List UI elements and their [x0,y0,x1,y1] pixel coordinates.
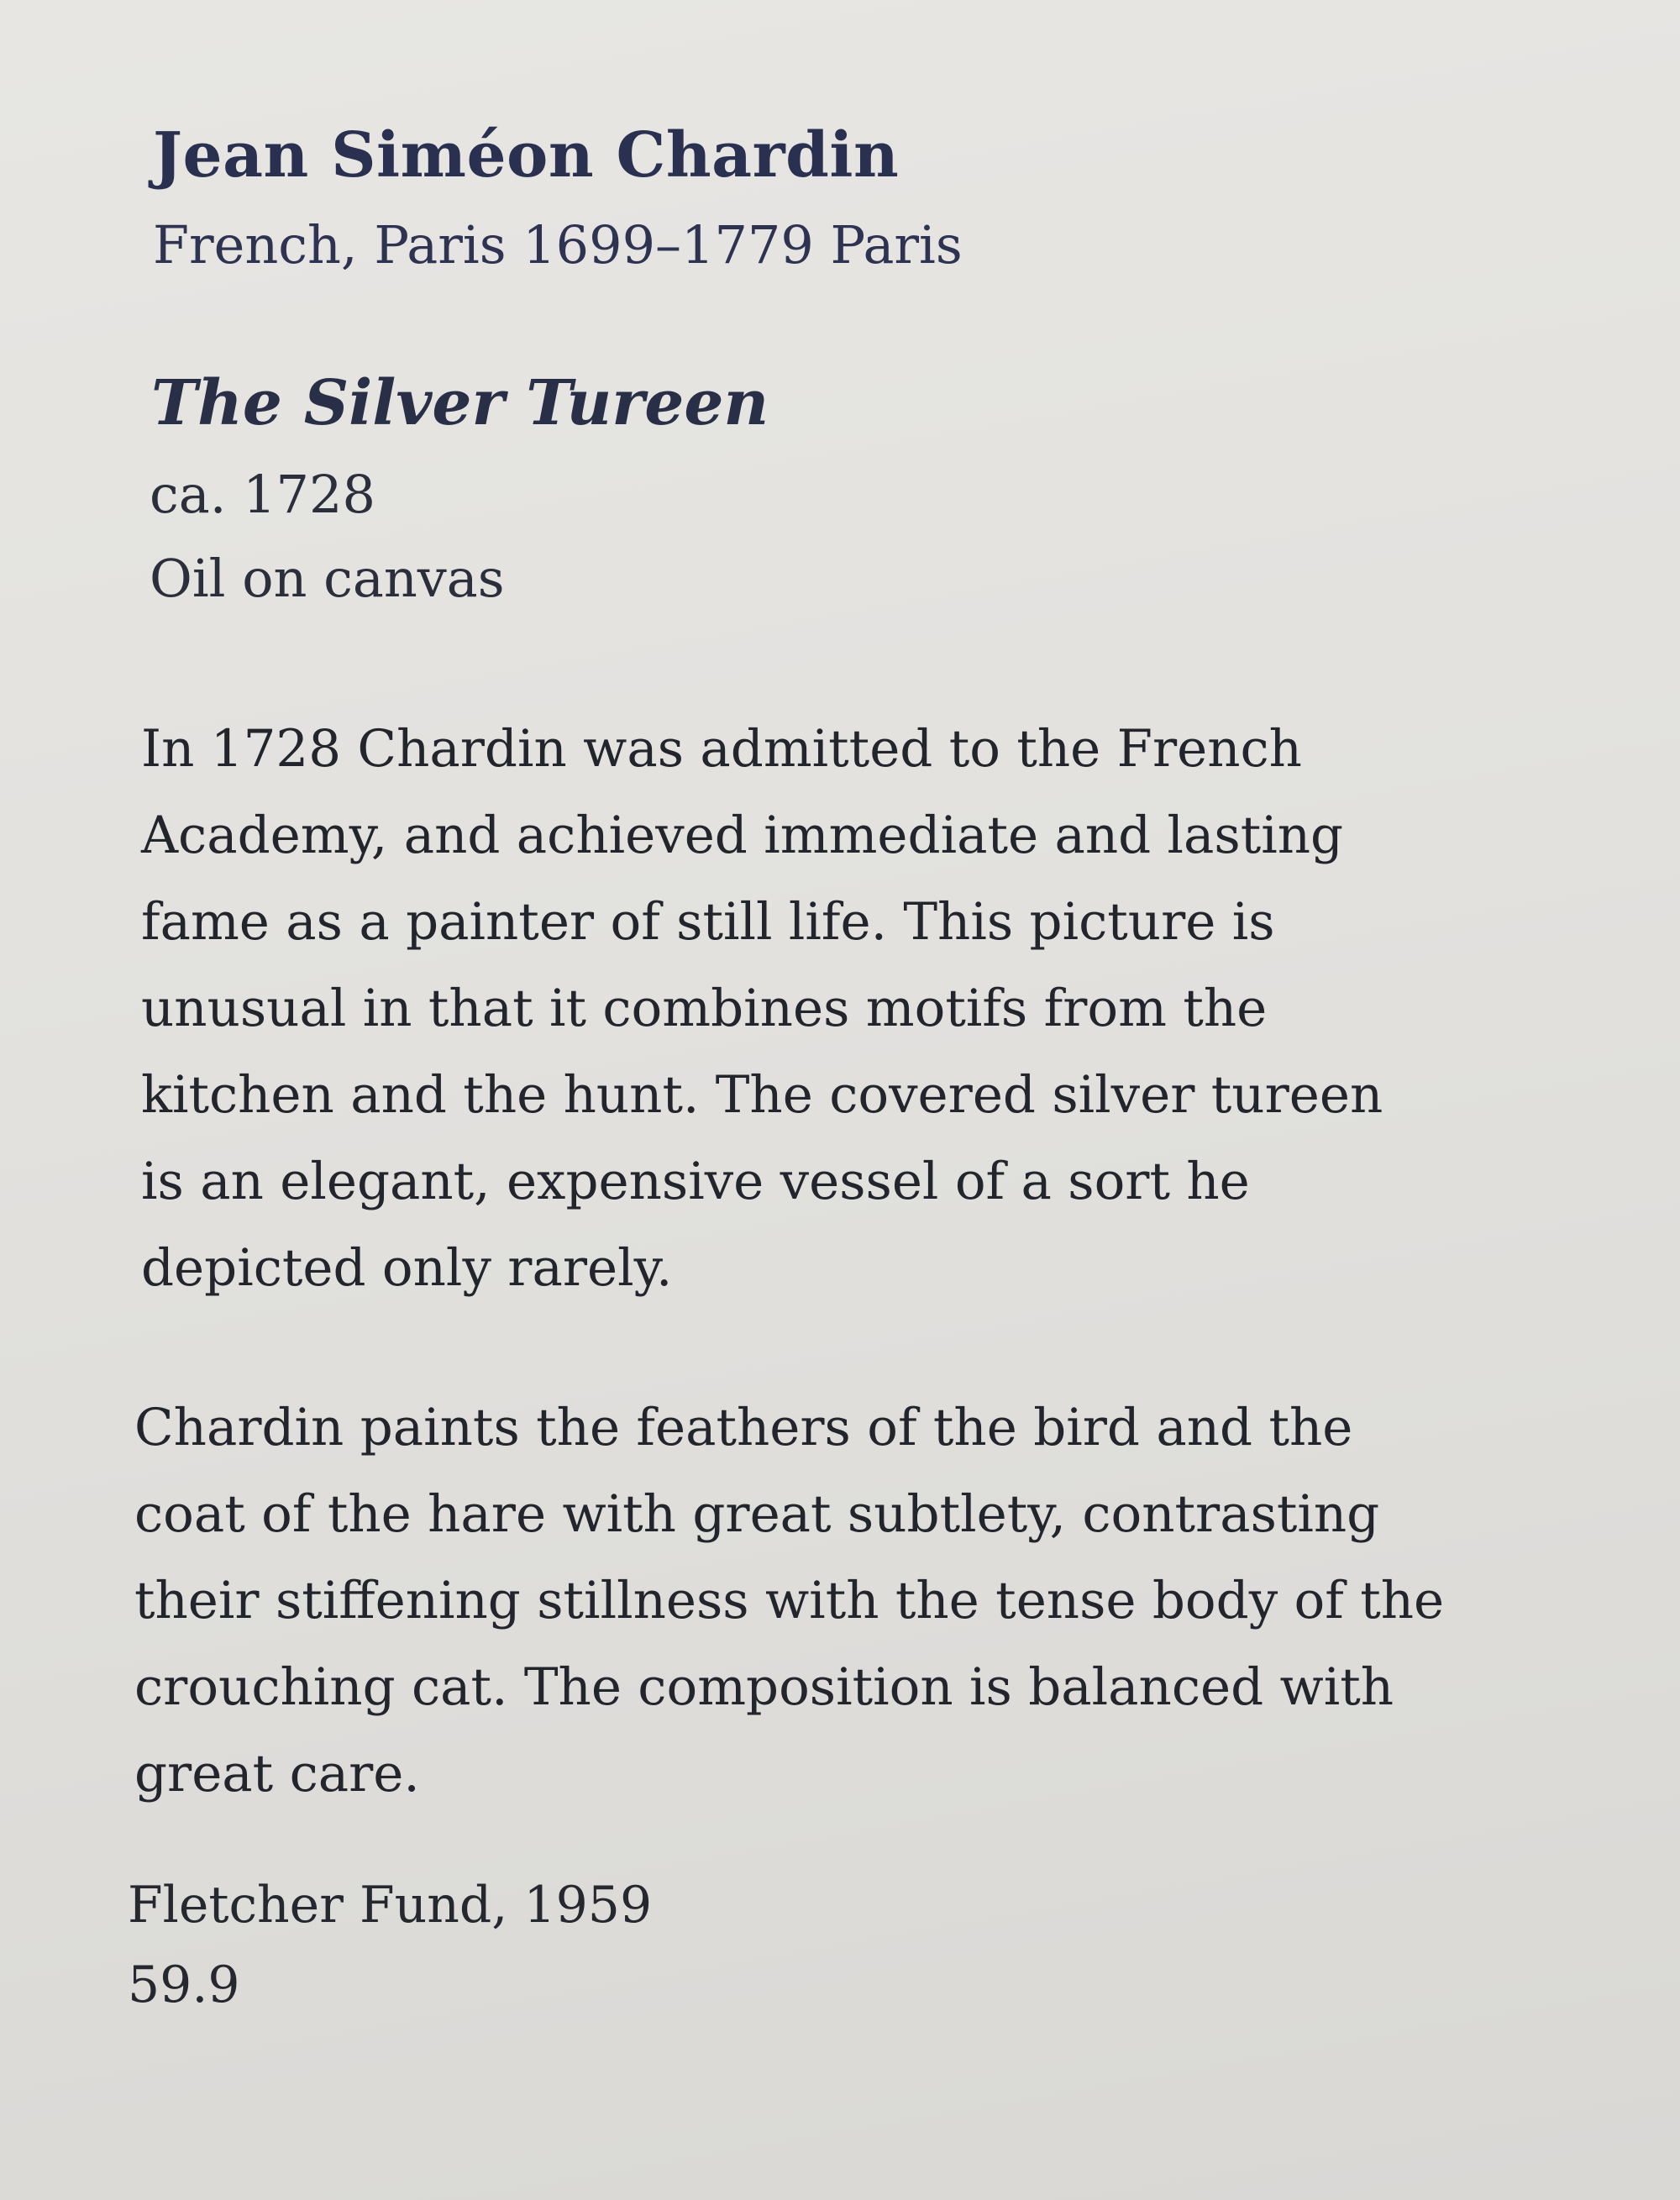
description-paragraph-2 [134,1384,1495,1817]
artwork-date: ca. 1728 [150,464,375,525]
description-line: great care. [134,1744,420,1804]
artwork-medium: Oil on canvas [150,548,505,609]
credit-line: Fletcher Fund, 1959 [128,1876,653,1935]
accession-number: 59.9 [128,1956,240,2014]
description-line: crouching cat. The composition is balanced with [134,1657,1394,1717]
description-line: kitchen and the hunt. The covered silver tureen [141,1065,1383,1125]
description-line: is an elegant, expensive vessel of a sort he [141,1152,1250,1211]
description-line: Chardin paints the feathers of the bird and the [134,1398,1353,1457]
artwork-title: The Silver Tureen [151,367,769,439]
description-line: Academy, and achieved immediate and lasting [141,806,1344,865]
artist-origin: French, Paris 1699–1779 Paris [153,214,963,276]
description-line: coat of the hare with great subtlety, contrasting [134,1484,1380,1544]
description-paragraph-1 [141,706,1452,1311]
description-line: In 1728 Chardin was admitted to the French [141,719,1302,779]
description-line: depicted only rarely. [141,1238,673,1298]
description-line: unusual in that it combines motifs from the [141,979,1268,1038]
description-line: their stiffening stillness with the tense body of the [134,1571,1445,1630]
artist-name: Jean Siméon Chardin [153,119,900,192]
description-line: fame as a painter of still life. This picture is [141,892,1275,952]
